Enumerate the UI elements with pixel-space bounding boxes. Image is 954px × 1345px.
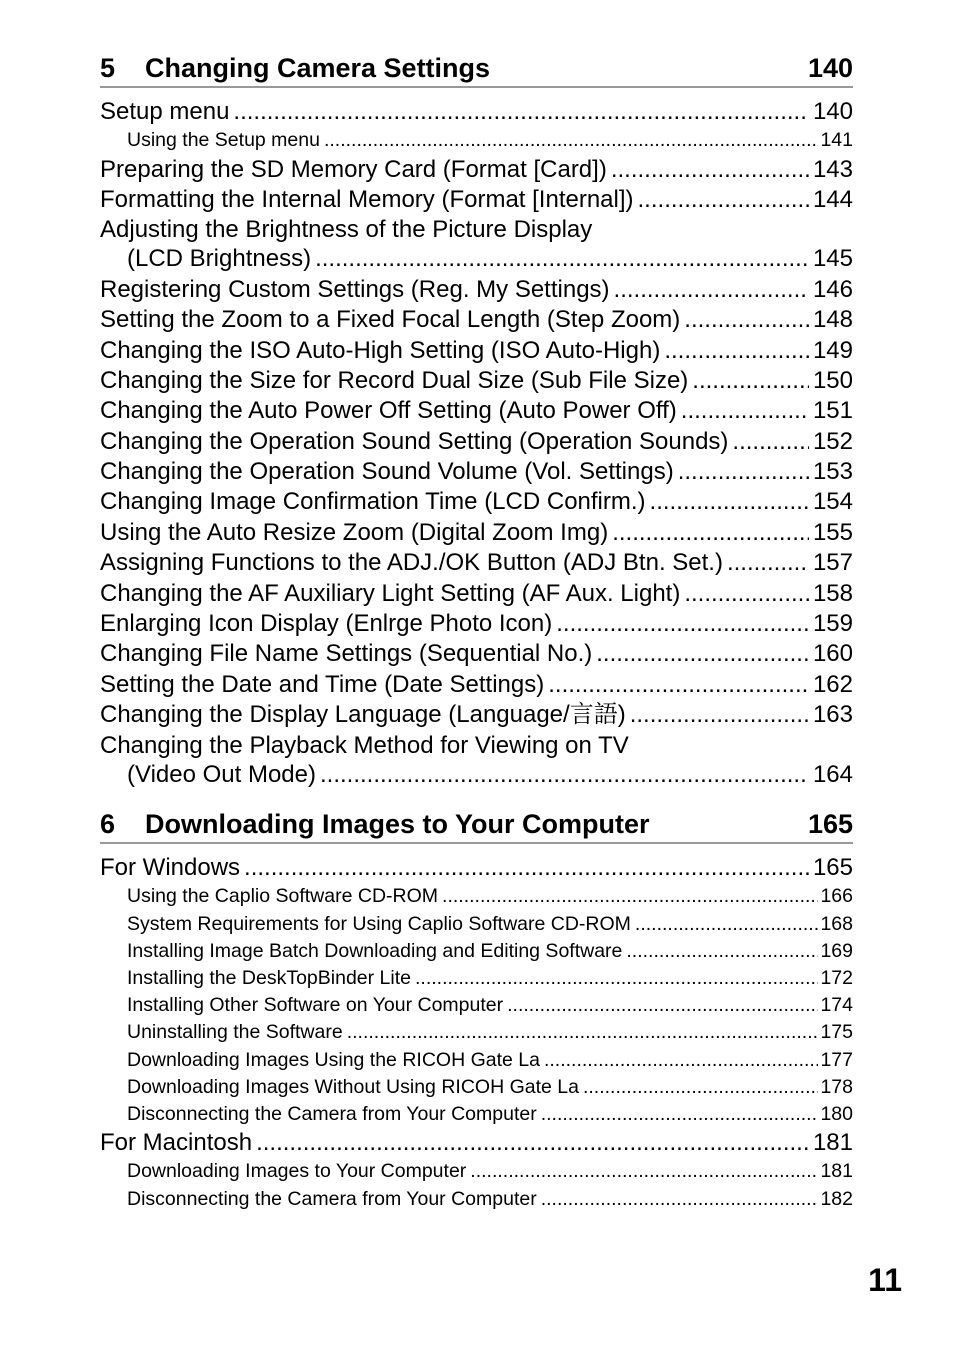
toc-entry[interactable] [100, 427, 853, 457]
dot-leader [583, 1074, 818, 1101]
dot-leader [684, 579, 809, 609]
entry-title-line1[interactable]: Changing the Playback Method for Viewing on TV [100, 731, 629, 759]
entry-title: Changing the AF Auxiliary Light Setting (AF Aux. Light) [100, 579, 681, 607]
toc-entry[interactable] [100, 275, 853, 305]
toc-entry-setup-menu[interactable] [100, 97, 853, 127]
entry-page: 152 [812, 427, 853, 455]
dot-leader [681, 396, 809, 426]
toc-subentry[interactable] [100, 911, 853, 938]
dot-leader [244, 853, 809, 883]
dot-leader [650, 487, 809, 517]
entry-page: 148 [812, 306, 853, 334]
dot-leader [611, 155, 809, 185]
dot-leader [541, 1101, 819, 1128]
entry-page: 181 [820, 1160, 853, 1183]
entry-title: Formatting the Internal Memory (Format [Internal]) [100, 185, 634, 213]
dot-leader [442, 883, 818, 910]
entry-page: 149 [812, 336, 853, 364]
entry-title: Disconnecting the Camera from Your Computer [127, 1187, 537, 1210]
entry-page: 165 [812, 854, 853, 881]
dot-leader [612, 518, 809, 548]
entry-page: 154 [812, 488, 853, 516]
dot-leader [556, 609, 809, 639]
entry-title: Using the Setup menu [127, 129, 320, 152]
entry-title: Changing Image Confirmation Time (LCD Confirm.) [100, 488, 646, 516]
entry-page: 146 [812, 275, 853, 303]
entry-page: 178 [820, 1075, 853, 1098]
entry-title: Installing the DeskTopBinder Lite [127, 966, 411, 989]
toc-subentry[interactable] [100, 965, 853, 992]
entry-title: Setting the Date and Time (Date Settings) [100, 670, 545, 698]
toc-subentry[interactable] [100, 883, 853, 910]
dot-leader [635, 911, 819, 938]
toc-entry[interactable] [100, 548, 853, 578]
entry-page: 172 [820, 966, 853, 989]
entry-title: Registering Custom Settings (Reg. My Settings) [100, 275, 610, 303]
toc-subentry[interactable] [100, 1101, 853, 1128]
dot-leader [544, 1047, 818, 1074]
entry-title: Changing the Display Language (Language/言語) [100, 701, 626, 729]
toc-entry[interactable] [100, 244, 853, 274]
entry-title: Setting the Zoom to a Fixed Focal Length (Step Zoom) [100, 306, 681, 334]
entry-page: 150 [812, 366, 853, 394]
entry-title: (LCD Brightness) [127, 245, 312, 273]
dot-leader [664, 336, 809, 366]
entry-page: 158 [812, 579, 853, 607]
toc-entry[interactable] [100, 670, 853, 700]
section-number: 6 [100, 809, 116, 839]
dot-leader [614, 275, 809, 305]
toc-entry[interactable] [100, 609, 853, 639]
toc-subentry[interactable] [100, 938, 853, 965]
entry-title: Changing the Operation Sound Setting (Operation Sounds) [100, 427, 729, 455]
entry-page: 181 [812, 1129, 853, 1157]
entry-title: Preparing the SD Memory Card (Format [Card]) [100, 155, 607, 183]
entry-title: Downloading Images Without Using RICOH Gate La [127, 1075, 579, 1098]
entry-page: 159 [812, 610, 853, 638]
entry-page: 180 [820, 1102, 853, 1125]
entry-page: 151 [812, 397, 853, 425]
dot-leader [596, 639, 809, 669]
entry-page: 143 [812, 155, 853, 183]
entry-title: Installing Image Batch Downloading and Editing Software [127, 939, 623, 962]
entry-page: 144 [812, 185, 853, 213]
dot-leader [684, 305, 809, 335]
toc-entry[interactable] [100, 305, 853, 335]
dot-leader [415, 965, 818, 992]
entry-title: Changing the Operation Sound Volume (Vol. Settings) [100, 458, 674, 486]
toc-entry[interactable] [100, 579, 853, 609]
toc-subentry[interactable] [100, 1074, 853, 1101]
dot-leader [507, 992, 818, 1019]
entry-page: 153 [812, 458, 853, 486]
entry-page: 141 [820, 129, 853, 152]
toc-entry-for-windows[interactable] [100, 853, 853, 883]
toc-entry[interactable] [100, 518, 853, 548]
entry-title: Downloading Images to Your Computer [127, 1160, 467, 1183]
toc-entry[interactable] [100, 336, 853, 366]
entry-title: Assigning Functions to the ADJ./OK Button (ADJ Btn. Set.) [100, 549, 723, 577]
entry-page: 166 [820, 885, 853, 908]
dot-leader [541, 1186, 819, 1213]
dot-leader [315, 244, 809, 274]
dot-leader [678, 457, 809, 487]
entry-page: 164 [812, 760, 853, 788]
entry-page: 162 [812, 670, 853, 698]
entry-title: System Requirements for Using Caplio Software CD-ROM [127, 912, 631, 935]
entry-page: 177 [820, 1048, 853, 1071]
dot-leader [320, 760, 809, 790]
entry-page: 145 [812, 245, 853, 273]
entry-title: For Windows [100, 854, 241, 881]
entry-page: 140 [812, 98, 853, 125]
toc-entry[interactable] [100, 760, 853, 790]
section-heading[interactable] [100, 46, 853, 88]
toc-entry-for-macintosh[interactable] [100, 1128, 853, 1158]
toc-entry[interactable] [100, 487, 853, 517]
entry-title: Changing the ISO Auto-High Setting (ISO Auto-High) [100, 336, 661, 364]
toc-subentry[interactable] [100, 1186, 853, 1213]
toc-subentry[interactable] [100, 1158, 853, 1185]
entry-title: Changing the Size for Record Dual Size (Sub File Size) [100, 366, 689, 394]
dot-leader [630, 700, 809, 730]
toc-entry[interactable] [100, 155, 853, 185]
entry-page: 182 [820, 1187, 853, 1210]
toc-entry[interactable] [100, 639, 853, 669]
toc-subentry[interactable] [100, 1019, 853, 1046]
dot-leader [548, 670, 809, 700]
dot-leader [732, 427, 809, 457]
toc-entry[interactable] [100, 457, 853, 487]
entry-title: Downloading Images Using the RICOH Gate La [127, 1048, 540, 1071]
toc-entry[interactable] [100, 700, 853, 730]
dot-leader [324, 127, 819, 154]
section-number: 5 [100, 53, 116, 83]
entry-title: (Video Out Mode) [127, 760, 316, 788]
entry-page: 175 [820, 1021, 853, 1044]
toc-entry[interactable] [100, 185, 853, 215]
entry-page: 174 [820, 994, 853, 1017]
entry-title: Installing Other Software on Your Computer [127, 994, 504, 1017]
section-title: Changing Camera Settings [145, 53, 491, 83]
section-heading[interactable] [100, 802, 853, 844]
entry-page: 163 [812, 701, 853, 729]
entry-page: 160 [812, 640, 853, 668]
entry-title-line1[interactable]: Adjusting the Brightness of the Picture Display [100, 216, 593, 244]
entry-title: Using the Auto Resize Zoom (Digital Zoom Img) [100, 518, 609, 546]
toc-entry[interactable] [100, 366, 853, 396]
section-page: 140 [807, 53, 853, 83]
toc-entry[interactable] [100, 396, 853, 426]
entry-title: Disconnecting the Camera from Your Computer [127, 1102, 537, 1125]
entry-page: 157 [812, 549, 853, 577]
dot-leader [347, 1019, 819, 1046]
entry-title: Changing the Auto Power Off Setting (Auto Power Off) [100, 397, 677, 425]
dot-leader [256, 1128, 809, 1158]
entry-page: 168 [820, 912, 853, 935]
entry-page: 169 [820, 939, 853, 962]
entry-title: Setup menu [100, 98, 230, 125]
toc-subentry[interactable] [100, 1047, 853, 1074]
entry-title: For Macintosh [100, 1129, 253, 1157]
dot-leader [727, 548, 809, 578]
dot-leader [692, 366, 809, 396]
toc-subentry[interactable] [100, 992, 853, 1019]
entry-title: Changing File Name Settings (Sequential No.) [100, 640, 593, 668]
entry-title: Using the Caplio Software CD-ROM [127, 885, 439, 908]
dot-leader [470, 1158, 818, 1185]
dot-leader [233, 97, 809, 127]
toc-subentry[interactable] [100, 127, 853, 154]
entry-page: 155 [812, 518, 853, 546]
page-number: 11 [868, 1262, 902, 1298]
toc-section-5 [100, 46, 853, 790]
toc-section-6 [100, 802, 853, 1213]
section-page: 165 [807, 809, 853, 839]
entry-title: Uninstalling the Software [127, 1021, 343, 1044]
entry-title: Enlarging Icon Display (Enlrge Photo Icon) [100, 610, 553, 638]
dot-leader [638, 185, 809, 215]
section-title: Downloading Images to Your Computer [145, 809, 650, 839]
dot-leader [626, 938, 818, 965]
